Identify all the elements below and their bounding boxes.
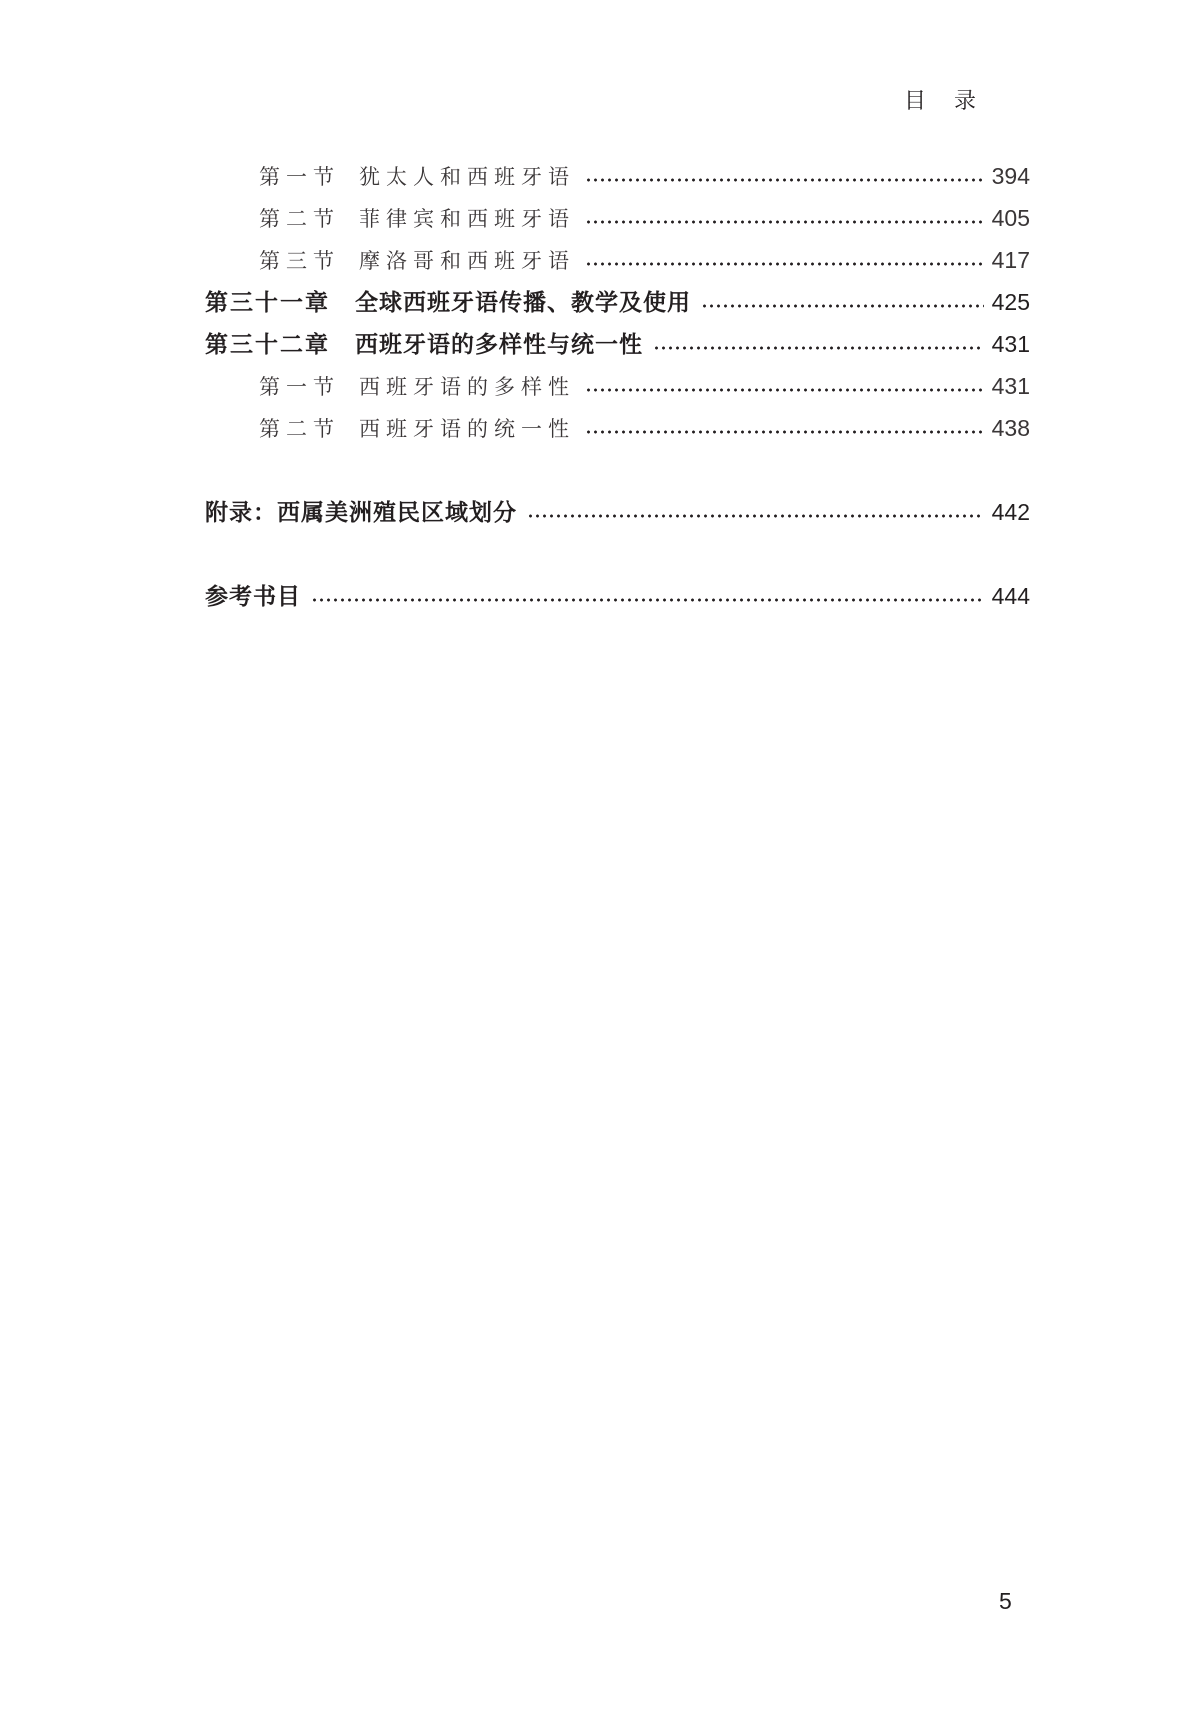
toc-entry[interactable] bbox=[205, 239, 1030, 281]
dot-leader bbox=[585, 430, 984, 434]
toc-entry-number: 第三十二章 bbox=[205, 331, 330, 358]
toc-entry-page: 444 bbox=[991, 583, 1030, 609]
toc-chapter-entry[interactable] bbox=[205, 323, 1030, 365]
dot-leader bbox=[653, 346, 984, 350]
toc-entry-page: 417 bbox=[991, 247, 1030, 273]
toc-entry-page: 405 bbox=[991, 205, 1030, 231]
dot-leader bbox=[311, 598, 984, 602]
toc-entry-number: 第三节 bbox=[259, 249, 340, 273]
dot-leader bbox=[701, 304, 984, 308]
toc-bibliography-entry[interactable] bbox=[205, 575, 1030, 617]
toc-entry-page: 442 bbox=[991, 499, 1030, 525]
dot-leader bbox=[585, 178, 984, 182]
toc-entry-number: 第二节 bbox=[259, 417, 340, 441]
toc-entry-title: 全球西班牙语传播、教学及使用 bbox=[355, 289, 691, 316]
toc-entry-page: 431 bbox=[991, 373, 1030, 399]
toc-entry-title: 摩洛哥和西班牙语 bbox=[359, 249, 575, 273]
toc-entry-title: 西班牙语的统一性 bbox=[359, 417, 575, 441]
toc-entry[interactable] bbox=[205, 365, 1030, 407]
toc-entry-page: 431 bbox=[991, 331, 1030, 357]
toc-entry-title: 犹太人和西班牙语 bbox=[359, 165, 575, 189]
toc-entry-number: 第二节 bbox=[259, 207, 340, 231]
toc-entry-page: 394 bbox=[991, 163, 1030, 189]
toc-entry-title: 附录：西属美洲殖民区域划分 bbox=[205, 499, 517, 526]
toc-entry[interactable] bbox=[205, 155, 1030, 197]
toc-entry-number: 第一节 bbox=[259, 375, 340, 399]
dot-leader bbox=[585, 220, 984, 224]
toc-entry-number: 第三十一章 bbox=[205, 289, 330, 316]
toc-entry[interactable] bbox=[205, 197, 1030, 239]
toc-entry-title: 西班牙语的多样性与统一性 bbox=[355, 331, 643, 358]
toc-entry-page: 438 bbox=[991, 415, 1030, 441]
toc-entry-number: 第一节 bbox=[259, 165, 340, 189]
dot-leader bbox=[585, 262, 984, 266]
toc-appendix-entry[interactable] bbox=[205, 491, 1030, 533]
toc-entry-title: 西班牙语的多样性 bbox=[359, 375, 575, 399]
toc-entry-page: 425 bbox=[991, 289, 1030, 315]
toc-entry-title: 菲律宾和西班牙语 bbox=[359, 207, 575, 231]
table-of-contents bbox=[205, 155, 1030, 617]
running-head: 目录 bbox=[903, 89, 1004, 114]
dot-leader bbox=[527, 514, 984, 518]
toc-entry-title: 参考书目 bbox=[205, 583, 301, 610]
dot-leader bbox=[585, 388, 984, 392]
toc-entry[interactable] bbox=[205, 407, 1030, 449]
toc-chapter-entry[interactable] bbox=[205, 281, 1030, 323]
page-number: 5 bbox=[999, 1588, 1012, 1614]
